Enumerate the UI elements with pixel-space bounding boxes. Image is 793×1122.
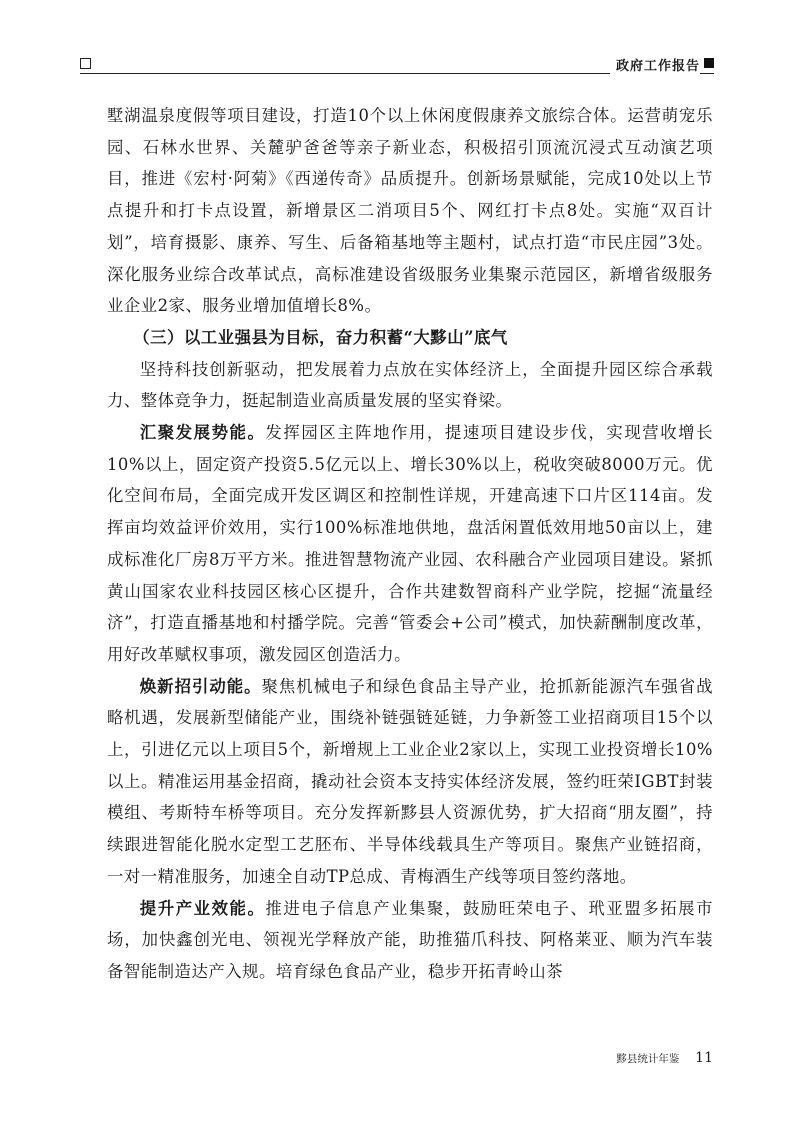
header-title: 政府工作报告: [610, 55, 700, 74]
paragraph: [107, 417, 713, 671]
header-box-icon: [80, 58, 91, 69]
footer-publication-name: 黟县统计年鉴: [616, 1053, 680, 1065]
page-body: [107, 100, 713, 988]
paragraph-lead: 汇聚发展势能。: [139, 423, 266, 443]
header-square-icon: [704, 58, 714, 68]
running-header: [80, 56, 714, 78]
paragraph-text: 发挥园区主阵地作用，提速项目建设步伐，实现营收增长10%以上，固定资产投资5.5亿元以上、增长30%以上，税收突破8000万元。优化空间布局，全面完成开发区调区和控制性详规，开建高速下口片区114亩。发挥亩均效益评价效用，实行100%标准地供地，盘活闲置低效用地50亩以上，建成标准化厂房8万平方米。推进智慧物流产业园、农科融合产业园项目建设。紧抓黄山国家农业科技园区核心区提升，合作共建数智商科产业学院，挖掘“流量经济”，打造直播基地和村播学院。完善“管委会+公司”模式，加快薪酬制度改革，用好改革赋权事项，激发园区创造活力。: [107, 423, 714, 664]
page-number: 11: [695, 1050, 713, 1066]
paragraph-lead: 提升产业效能。: [139, 898, 266, 918]
paragraph: [107, 354, 713, 417]
paragraph: [107, 893, 713, 988]
paragraph-text: 推进电子信息产业集聚，鼓励旺荣电子、玳亚盟多拓展市场，加快鑫创光电、领视光学释放产能，助推猫爪科技、阿格莱亚、顺为汽车装备智能制造达产入规。培育绿色食品产业，稳步开拓青岭山茶: [107, 898, 714, 981]
paragraph-text: 墅湖温泉度假等项目建设，打造10个以上休闲度假康养文旅综合体。运营萌宠乐园、石林水世界、关麓驴爸爸等亲子新业态，积极招引顶流沉浸式互动演艺项目，推进《宏村·阿菊》《西递传奇》品质提升。创新场景赋能，完成10处以上节点提升和打卡点设置，新增景区二消项目5个、网红打卡点8处。实施“双百计划”，培育摄影、康养、写生、后备箱基地等主题村，试点打造“市民庄园”3处。深化服务业综合改革试点，高标准建设省级服务业集聚示范园区，新增省级服务业企业2家、服务业增加值增长8%。: [107, 106, 713, 316]
paragraph-text: 坚持科技创新驱动，把发展着力点放在实体经济上，全面提升园区综合承载力、整体竞争力，挺起制造业高质量发展的坚实脊梁。: [107, 359, 713, 411]
paragraph: [107, 671, 713, 893]
section-heading: （三）以工业强县为目标，奋力积蓄“大黟山”底气: [133, 327, 508, 347]
paragraph-text: 聚焦机械电子和绿色食品主导产业，抢抓新能源汽车强省战略机遇，发展新型储能产业，围绕补链强链延链，力争新签工业招商项目15个以上，引进亿元以上项目5个，新增规上工业企业2家以上，实现工业投资增长10%以上。精准运用基金招商，撬动社会资本支持实体经济发展，签约旺荣IGBT封装模组、考斯特车桥等项目。充分发挥新黟县人资源优势，扩大招商“朋友圈”，持续跟进智能化脱水定型工艺胚布、半导体线载具生产等项目。聚焦产业链招商，一对一精准服务，加速全自动TP总成、青梅酒生产线等项目签约落地。: [107, 676, 714, 886]
page-footer: [616, 1050, 713, 1066]
paragraph-lead: 焕新招引动能。: [139, 676, 262, 696]
paragraph: [107, 100, 713, 322]
